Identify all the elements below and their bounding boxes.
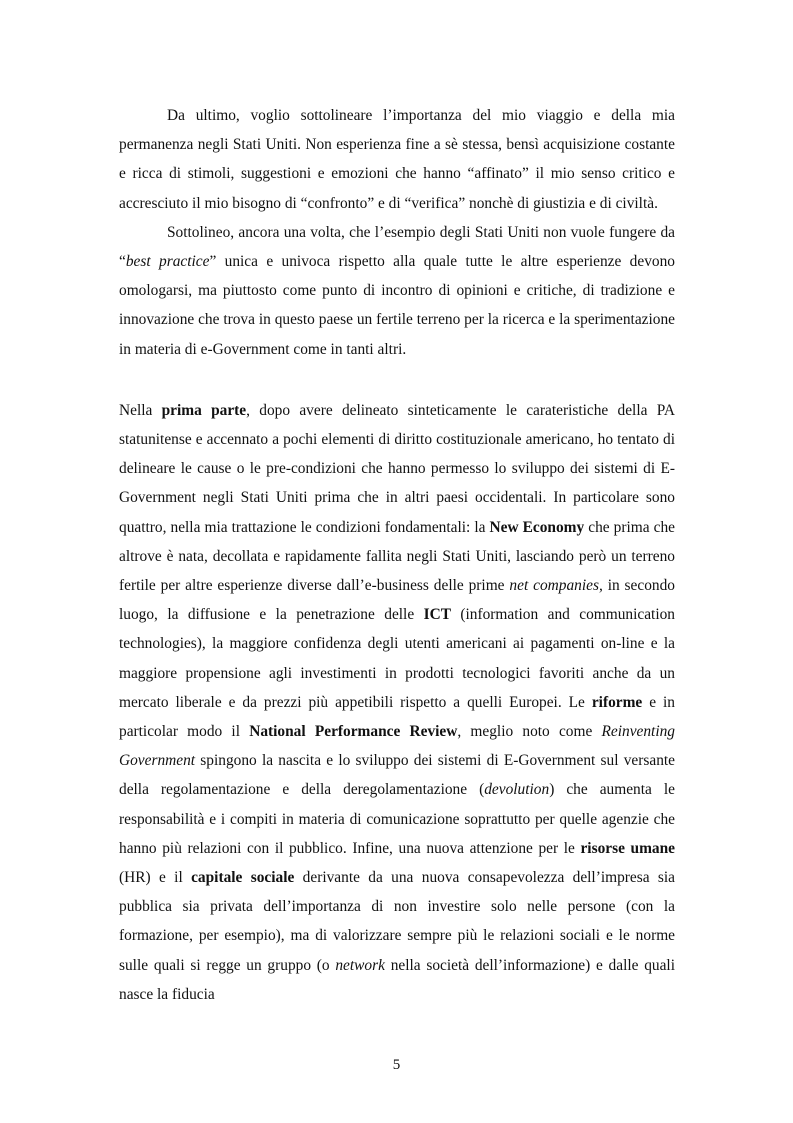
text-run: (information and communication technologies), la maggiore confidenza degli utenti americani ai pagamenti on-line e la maggiore propensione agli investimenti in prodotti tecnologici favoriti anche da un mercato liberale e da prezzi più appetibili rispetto a quelli Europei. Le <box>119 606 675 711</box>
italic-term: network <box>335 956 385 974</box>
bold-term: prima parte <box>161 401 247 419</box>
bold-term: National Performance Review <box>249 723 458 741</box>
bold-term: riforme <box>591 693 643 711</box>
italic-term: net companies, <box>509 577 603 595</box>
text-run: e in particolar modo il <box>119 693 675 741</box>
paragraph-3 <box>119 396 675 1009</box>
bold-term: capitale sociale <box>191 869 295 887</box>
text-run: Sottolineo, ancora una volta, che l’esempio degli Stati Uniti non vuole fungere da “ <box>119 223 675 271</box>
document-page <box>119 101 675 1009</box>
text-run: nella società dell’informazione) e dalle quali nasce la fiducia <box>119 956 675 1003</box>
text-run: in secondo luogo, la diffusione e la penetrazione delle <box>119 577 675 624</box>
text-run: ) che aumenta le responsabilità e i compiti in materia di comunicazione soprattutto per quelle agenzie che hanno più relazioni con il pubblico. Infine, una nuova attenzione per le <box>119 781 675 857</box>
bold-term: risorse umane <box>580 839 675 857</box>
text-run: Da ultimo, voglio sottolineare l’importanza del mio viaggio e della mia permanenza negli Stati Uniti. Non esperienza fine a sè stessa, bensì acquisizione costante e ricca di stimoli, suggestioni e emozioni che hanno “affinato” il mio senso critico e accresciuto il mio bisogno di “confronto” e di “verifica” nonchè di giustizia e di civiltà. <box>119 107 675 212</box>
paragraph-2 <box>119 218 675 364</box>
text-run: , meglio noto come <box>457 723 602 741</box>
text-run: ” unica e univoca rispetto alla quale tutte le altre esperienze devono omologarsi, ma piuttosto come punto di incontro di opinioni e critiche, di tradizione e innovazione che trova in questo paese un fertile terreno per la ricerca e la sperimentazione in materia di e-Government come in tanti altri. <box>119 253 675 358</box>
text-run: , dopo avere delineato sinteticamente le carateristiche della PA statunitense e accennato a pochi elementi di diritto costituzionale americano, ho tentato di delineare le cause o le pre-condizioni che hanno permesso lo sviluppo dei sistemi di E-Government negli Stati Uniti prima che in altri paesi occidentali. In particolare sono quattro, nella mia trattazione le condizioni fondamentali: la <box>119 401 675 536</box>
text-run: che prima che altrove è nata, decollata e rapidamente fallita negli Stati Uniti, lasciando però un terreno fertile per altre esperienze diverse dall’e-business delle prime <box>119 518 675 595</box>
bold-term: New Economy <box>489 518 585 536</box>
paragraph-1 <box>119 101 675 218</box>
italic-term: best practice <box>125 253 210 271</box>
text-run: derivante da una nuova consapevolezza dell’impresa sia pubblica sia privata dell’importanza di non investire solo nelle persone (con la formazione, per esempio), ma di valorizzare sempre più le relazioni sociali e le norme sulle quali si regge un gruppo (o <box>119 869 675 974</box>
italic-term: devolution <box>484 781 550 799</box>
text-run: spingono la nascita e lo sviluppo dei sistemi di E-Government sul versante della regolamentazione e della deregolamentazione ( <box>119 752 675 799</box>
page-number: 5 <box>392 1057 401 1073</box>
italic-term: Reinventing Government <box>119 723 675 770</box>
text-run: (HR) e il <box>119 869 192 887</box>
bold-term: ICT <box>423 606 451 624</box>
text-run: Nella <box>119 401 162 419</box>
